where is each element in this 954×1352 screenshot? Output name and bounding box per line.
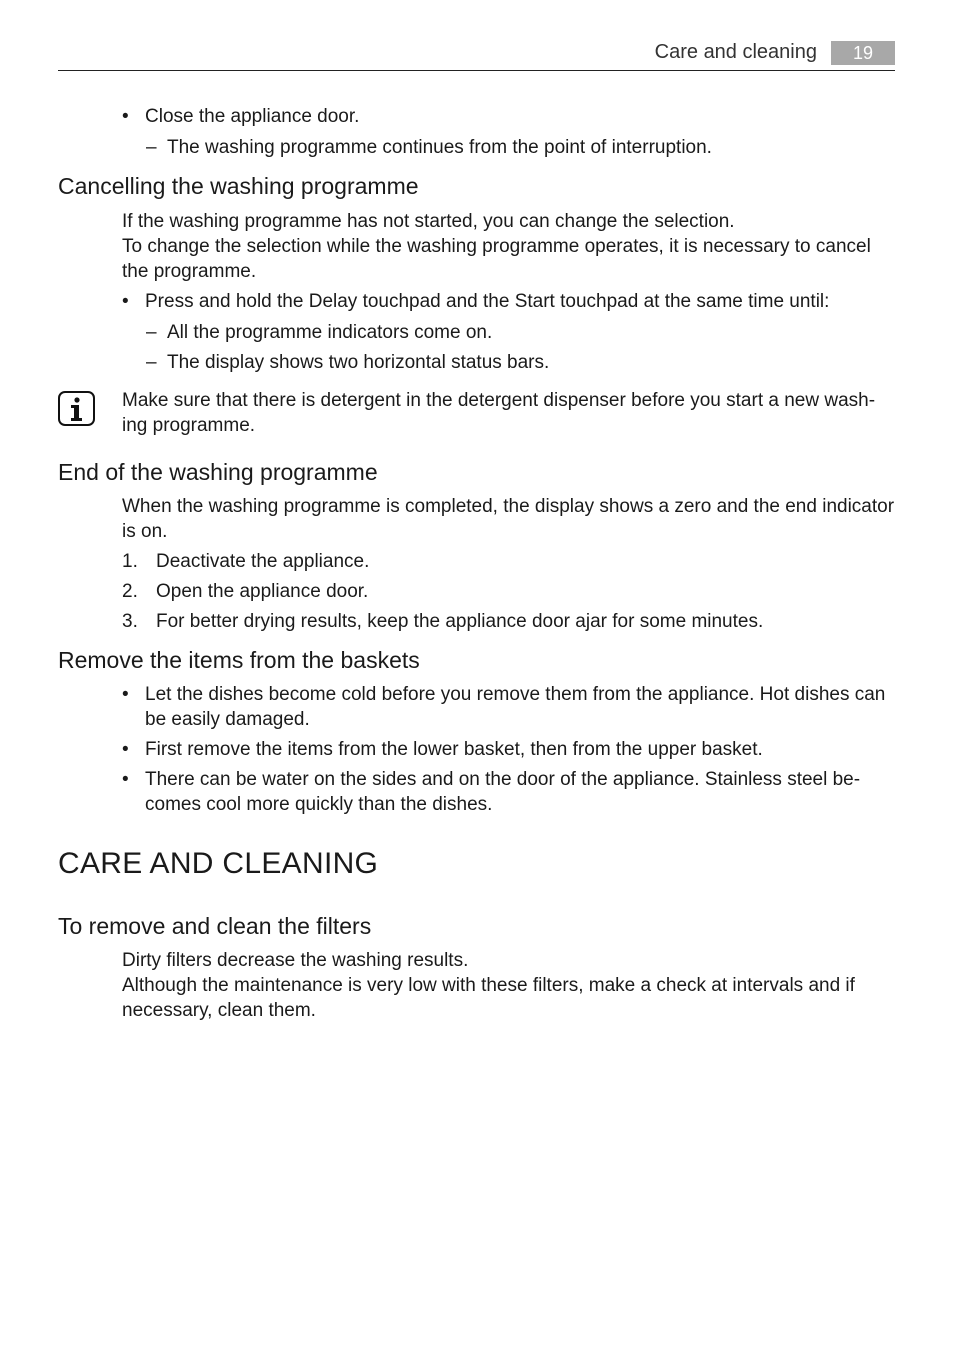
chapter-title: CARE AND CLEANING xyxy=(58,847,379,880)
note-text: ing programme. xyxy=(122,415,256,436)
list-item xyxy=(122,579,369,604)
step-text: For better drying results, keep the appliance door ajar for some minutes. xyxy=(156,611,764,632)
paragraph: the programme. xyxy=(122,261,257,282)
list-item xyxy=(122,609,764,634)
paragraph: If the washing programme has not started, you can change the selection. xyxy=(122,211,735,232)
list-item: – The washing programme continues from the point of interruption. xyxy=(167,135,712,160)
section-heading: Remove the items from the baskets xyxy=(58,647,420,673)
section-heading: End of the washing programme xyxy=(58,459,378,485)
note-text: Make sure that there is detergent in the detergent dispenser before you start a new wash- xyxy=(122,390,876,411)
list-item: • Let the dishes become cold before you remove them from the appliance. Hot dishes can xyxy=(145,682,885,707)
list-item: • Close the appliance door. xyxy=(145,104,359,129)
list-item: – All the programme indicators come on. xyxy=(167,320,492,345)
step-text: Deactivate the appliance. xyxy=(156,551,370,572)
info-icon xyxy=(58,391,95,426)
section-heading: Cancelling the washing programme xyxy=(58,173,419,199)
step-number: 3. xyxy=(122,611,138,632)
section-heading: To remove and clean the filters xyxy=(58,913,372,939)
paragraph: Dirty filters decrease the washing results. xyxy=(122,950,469,971)
header-section-title: Care and cleaning xyxy=(654,41,817,63)
paragraph: is on. xyxy=(122,521,168,542)
header-divider xyxy=(58,70,895,71)
step-number: 1. xyxy=(122,551,138,572)
list-item: • First remove the items from the lower basket, then from the upper basket. xyxy=(145,737,763,762)
page-number-badge: 19 xyxy=(831,41,895,65)
list-item-continuation: comes cool more quickly than the dishes. xyxy=(145,794,493,815)
paragraph: Although the maintenance is very low with these filters, make a check at intervals and if xyxy=(122,975,855,996)
list-item: – The display shows two horizontal status bars. xyxy=(167,350,549,375)
step-text: Open the appliance door. xyxy=(156,581,369,602)
list-item xyxy=(122,549,370,574)
list-item: • Press and hold the Delay touchpad and the Start touchpad at the same time until: xyxy=(145,289,829,314)
paragraph: When the washing programme is completed, the display shows a zero and the end indicator xyxy=(122,496,895,517)
list-item: • There can be water on the sides and on the door of the appliance. Stainless steel be- xyxy=(145,767,860,792)
paragraph: To change the selection while the washing programme operates, it is necessary to cancel xyxy=(122,236,871,257)
paragraph: necessary, clean them. xyxy=(122,1000,316,1021)
step-number: 2. xyxy=(122,581,138,602)
list-item-continuation: be easily damaged. xyxy=(145,709,310,730)
